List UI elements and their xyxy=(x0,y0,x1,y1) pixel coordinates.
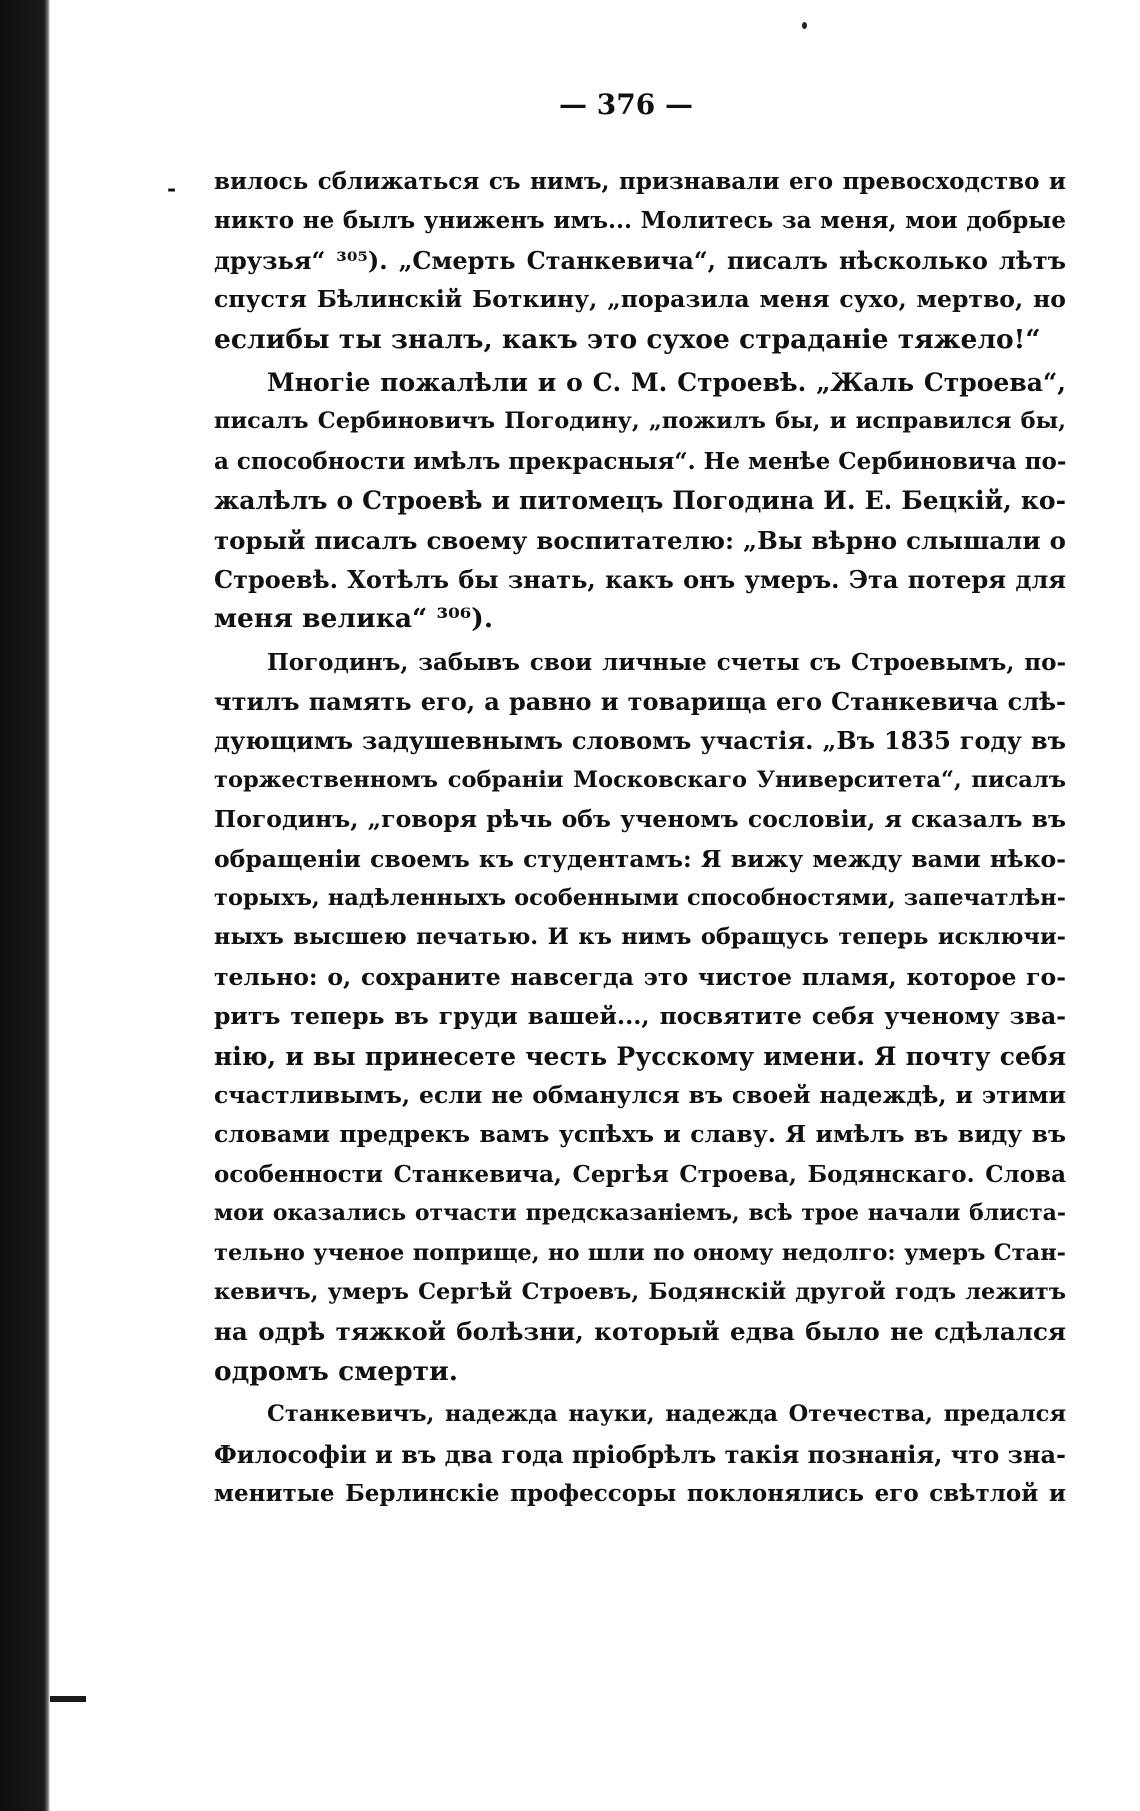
text-line: Станкевичъ, надежда науки, надежда Отечества, предался xyxy=(267,1401,1066,1428)
text-line: кевичъ, умеръ Сергѣй Строевъ, Бодянскій другой годъ лежитъ xyxy=(214,1278,1066,1305)
paragraph xyxy=(214,162,1066,359)
text-line: спустя Бѣлинскій Боткину, „поразила меня сухо, мертво, но xyxy=(214,285,1066,314)
text-line: никто не былъ униженъ имъ... Молитесь за меня, мои добрые xyxy=(214,207,1066,235)
body-text xyxy=(214,162,1066,1513)
margin-mark: - xyxy=(167,176,177,202)
text-line: чтилъ память его, а равно и товарища его Станкевича слѣ- xyxy=(214,687,1066,717)
text-line: мои оказались отчасти предсказаніемъ, всѣ трое начали блиста- xyxy=(214,1200,1066,1227)
text-line: тельно: о, сохраните навсегда это чистое пламя, которое го- xyxy=(214,962,1066,991)
text-line: торжественномъ собраніи Московскаго Университета“, писалъ xyxy=(214,766,1066,793)
text-line: обращеніи своемъ къ студентамъ: Я вижу между вами нѣко- xyxy=(214,844,1066,873)
paragraph xyxy=(214,363,1066,639)
page-number: — 376 — xyxy=(559,88,693,121)
text-line: на одрѣ тяжкой болѣзни, который едва было не сдѣлался xyxy=(214,1317,1066,1347)
binding-notch xyxy=(50,1696,86,1702)
text-line: ритъ теперь въ груди вашей..., посвятите себя ученому зва- xyxy=(214,1002,1066,1031)
text-line: Погодинъ, забывъ свои личные счеты съ Строевымъ, по- xyxy=(267,648,1066,676)
text-line: счастливымъ, если не обманулся въ своей надеждѣ, и этими xyxy=(214,1080,1066,1109)
text-line: торый писалъ своему воспитателю: „Вы вѣрно слышали о xyxy=(214,525,1066,555)
text-line: еслибы ты зналъ, какъ это сухое страданіе тяжело!“ xyxy=(214,323,1041,355)
text-line: вилось сближаться съ нимъ, признавали его превосходство и xyxy=(214,168,1066,195)
text-line: меня велика“ ³⁰⁶). xyxy=(214,603,494,635)
text-line: ныхъ высшею печатью. И къ нимъ обращусь теперь исключи- xyxy=(214,924,1066,951)
text-line: тельно ученое поприще, но шли по оному недолго: умеръ Стан- xyxy=(214,1239,1066,1266)
text-line: друзья“ ³⁰⁵). „Смерть Станкевича“, писалъ нѣсколько лѣтъ xyxy=(214,245,1066,275)
text-line: а способности имѣлъ прекрасныя“. Не менѣе Сербиновича по- xyxy=(214,447,1067,475)
binding-edge xyxy=(0,0,50,1811)
text-line: торыхъ, надѣленныхъ особенными способностями, запечатлѣн- xyxy=(214,885,1066,912)
text-line: дующимъ задушевнымъ словомъ участія. „Въ 1835 году въ xyxy=(214,726,1066,756)
text-line: писалъ Сербиновичъ Погодину, „пожилъ бы, и исправился бы, xyxy=(214,408,1066,435)
text-line: нію, и вы принесете честь Русскому имени. Я почту себя xyxy=(214,1041,1066,1071)
text-line: Строевѣ. Хотѣлъ бы знать, какъ онъ умеръ. Эта потеря для xyxy=(214,564,1066,594)
text-line: жалѣлъ о Строевѣ и питомецъ Погодина И. Е. Бецкій, ко- xyxy=(214,486,1066,516)
text-line: Многіе пожалѣли и о С. М. Строевѣ. „Жаль Строева“, xyxy=(267,367,1066,397)
text-line: Философіи и въ два года пріобрѣлъ такія познанія, что зна- xyxy=(214,1439,1066,1469)
ink-speck xyxy=(802,22,807,29)
text-line: особенности Станкевича, Сергѣя Строева, Бодянскаго. Слова xyxy=(214,1160,1066,1188)
text-line: менитые Берлинскіе профессоры поклонялись его свѣтлой и xyxy=(214,1479,1066,1507)
paragraph xyxy=(214,1395,1066,1513)
text-line: одромъ смерти. xyxy=(214,1355,458,1387)
text-line: словами предрекъ вамъ успѣхъ и славу. Я имѣлъ въ виду въ xyxy=(214,1120,1066,1149)
text-line: Погодинъ, „говоря рѣчь объ ученомъ сословіи, я сказалъ въ xyxy=(214,805,1066,834)
paragraph xyxy=(214,643,1066,1391)
